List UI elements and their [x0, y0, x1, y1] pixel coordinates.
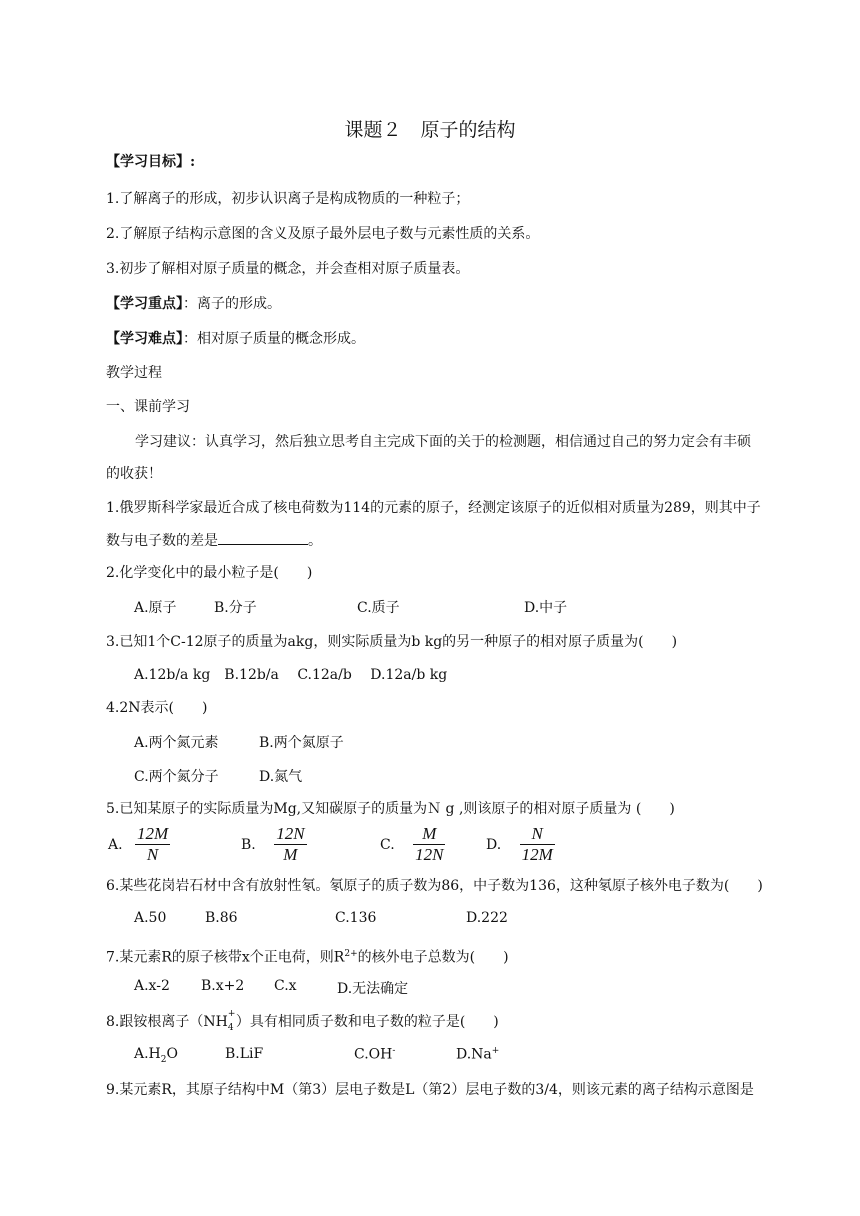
fraction-option: A. $\frac{12M}{N}$ — [108, 824, 169, 864]
question-5: 5.已知某原子的实际质量为Mg,又知碳原子的质量为Ｎ g ,则该原子的相对原子质量为 ( ) — [106, 801, 675, 817]
option: A.x-2 — [134, 978, 170, 994]
options: A.12b/a kg B.12b/a C.12a/b D.12a/b kg — [134, 667, 448, 683]
objectives-label: 【学习目标】: — [106, 154, 196, 170]
option: A.两个氮元素 — [134, 735, 219, 751]
objective-item: 2.了解原子结构示意图的含义及原子最外层电子数与元素性质的关系。 — [106, 226, 540, 242]
key-point: 【学习重点】：离子的形成。 — [106, 296, 281, 312]
option: B.分子 — [214, 600, 257, 616]
option: D.中子 — [524, 600, 568, 616]
question-4: 4.2N表示( ) — [106, 700, 208, 716]
option: $A.H_2O$ — [134, 1046, 178, 1065]
option: D.氮气 — [259, 769, 303, 785]
option: B.LiF — [225, 1046, 264, 1062]
option: D.无法确定 — [337, 981, 409, 997]
objective-item: 3.初步了解相对原子质量的概念，并会查相对原子质量表。 — [106, 261, 470, 277]
option: C.两个氮分子 — [134, 769, 219, 785]
option: D.222 — [466, 910, 508, 926]
fraction-option: C. $\frac{M}{12N}$ — [380, 824, 444, 864]
fraction-option: B. $\frac{12N}{M}$ — [241, 824, 305, 864]
option: A.50 — [134, 910, 167, 926]
question-7: 7.某元素R的原子核带x个正电荷，则$R^{2+}$的核外电子总数为( ) — [106, 949, 509, 966]
process-heading: 教学过程 — [106, 365, 162, 381]
advice-text: 的收获！ — [106, 466, 162, 482]
answer-blank — [218, 530, 308, 545]
question-1-cont: 数与电子数的差是 。 — [106, 530, 322, 551]
question-6: 6.某些花岗岩石材中含有放射性氡。氡原子的质子数为86，中子数为136，这种氡原子核外电子数为( ) — [106, 878, 763, 894]
option: C.136 — [335, 910, 377, 926]
question-3: 3.已知1个C-12原子的质量为akg，则实际质量为b kg的另一种原子的相对原子质量为( ) — [106, 634, 678, 650]
option: B.86 — [205, 910, 238, 926]
option: C.x — [274, 978, 297, 994]
option: B.x+2 — [201, 978, 245, 994]
question-9: 9.某元素R，其原子结构中M（第3）层电子数是L（第2）层电子数的3/4，则该元素的离子结构示意图是 — [106, 1082, 754, 1098]
advice-text: 学习建议：认真学习，然后独立思考自主完成下面的关于的检测题，相信通过自己的努力定会有丰硕 — [135, 434, 751, 450]
option: D.Na+ — [456, 1046, 500, 1063]
option: C.OH- — [354, 1046, 396, 1063]
option: B.两个氮原子 — [259, 735, 344, 751]
difficulty: 【学习难点】：相对原子质量的概念形成。 — [106, 331, 365, 347]
fraction-option: D. $\frac{N}{12M}$ — [486, 824, 553, 864]
question-1: 1.俄罗斯科学家最近合成了核电荷数为114的元素的原子，经测定该原子的近似相对质量为289，则其中子 — [106, 500, 761, 516]
option: A.原子 — [134, 600, 177, 616]
objective-item: 1.了解离子的形成，初步认识离子是构成物质的一种粒子； — [106, 191, 470, 207]
question-8: 8.跟铵根离子（NH + 4 ）具有相同质子数和电子数的粒子是( ) — [106, 1009, 499, 1033]
section-heading: 一、课前学习 — [106, 399, 190, 415]
page-title: 课题２ 原子的结构 — [344, 119, 516, 141]
question-2: 2.化学变化中的最小粒子是( ) — [106, 565, 313, 581]
option: C.质子 — [357, 600, 400, 616]
